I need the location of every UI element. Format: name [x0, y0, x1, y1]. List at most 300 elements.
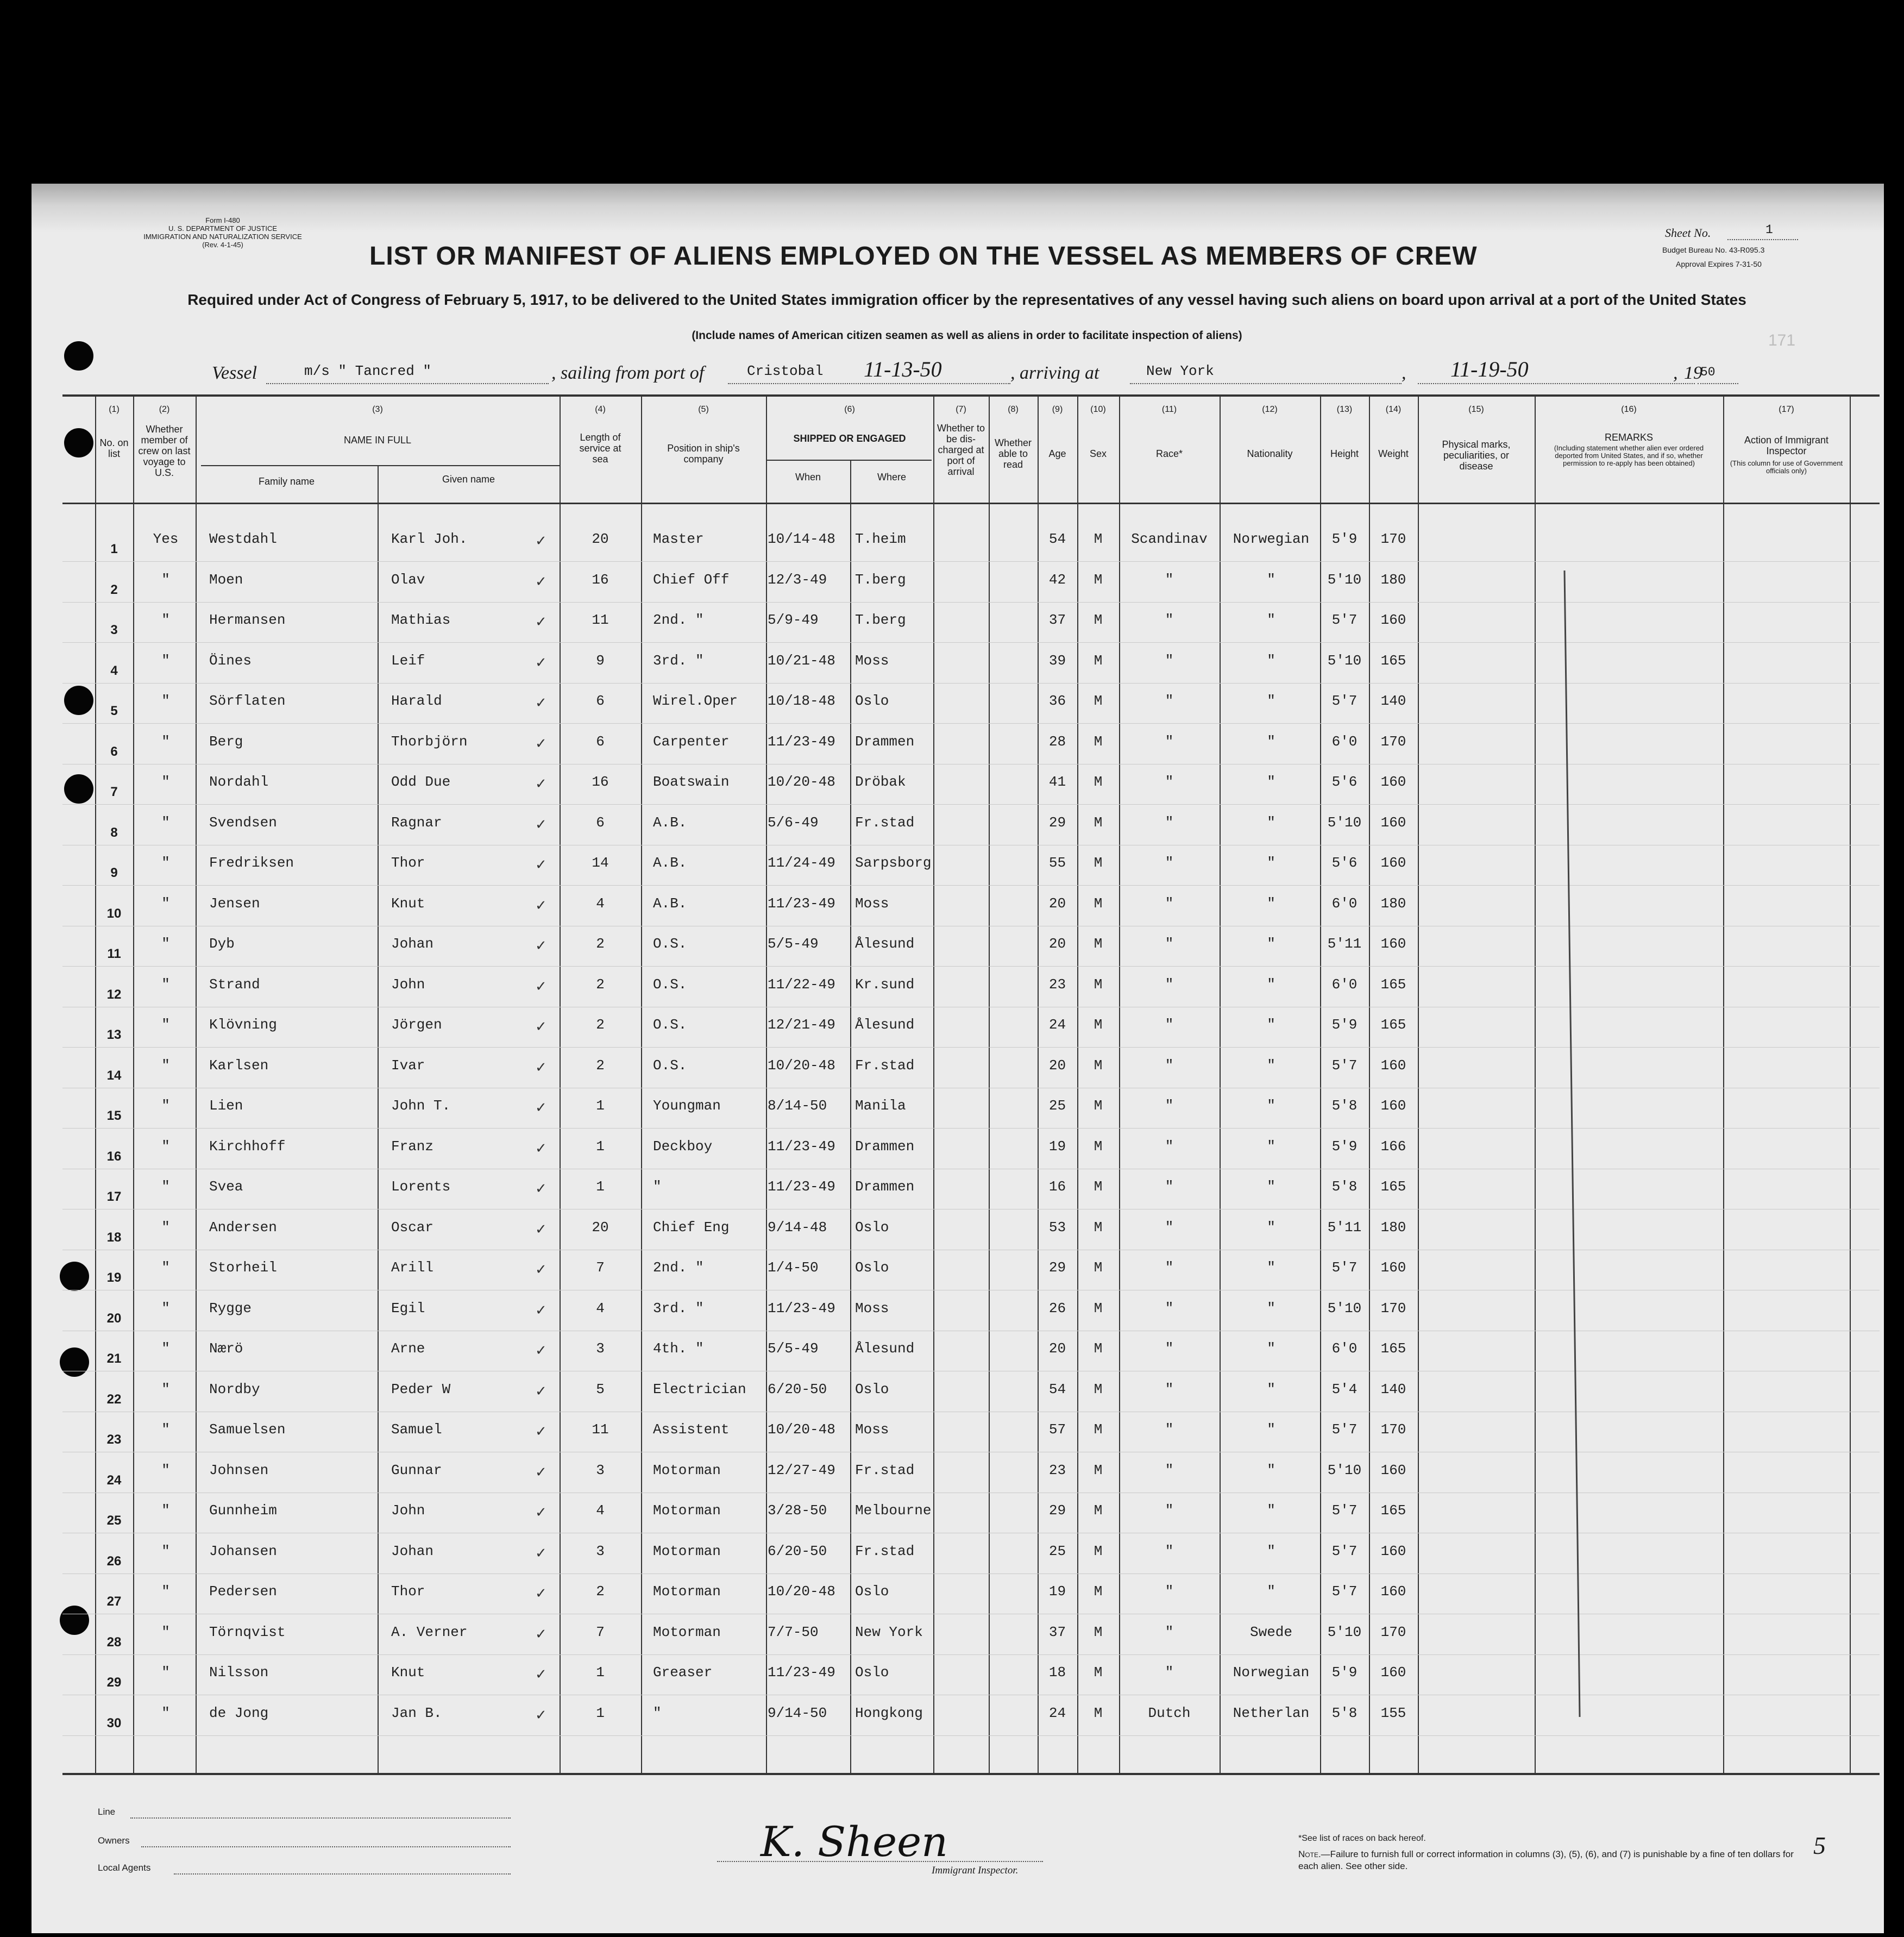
arriving-port: New York [1146, 363, 1214, 379]
cell-position: Assistent [653, 1421, 730, 1438]
cell-height: 5'10 [1327, 571, 1362, 588]
ruled-line [62, 561, 1880, 562]
cell-service: 3 [596, 1543, 605, 1559]
cell-service: 11 [592, 1421, 609, 1438]
cell-when: 10/20-48 [768, 1057, 835, 1074]
cell-given: Jan B. [391, 1704, 442, 1721]
cell-height: 5'10 [1327, 814, 1362, 831]
ruled-line [62, 1128, 1880, 1129]
cell-service: 4 [596, 895, 605, 912]
cell-height: 5'7 [1331, 612, 1358, 628]
cell-height: 5'4 [1331, 1381, 1358, 1397]
cell-race: " [1165, 612, 1174, 628]
cell-nationality: " [1267, 1462, 1275, 1478]
cell-age: 39 [1048, 652, 1066, 669]
cell-sex: M [1094, 1057, 1103, 1074]
col13-header: Height [1330, 448, 1359, 459]
cell-position: Motorman [653, 1623, 721, 1640]
row-number: 16 [106, 1149, 122, 1164]
cell-race: " [1165, 1543, 1174, 1559]
cell-weight: 160 [1380, 1543, 1406, 1559]
cell-where: T.berg [855, 612, 906, 628]
col11-number: (11) [1161, 405, 1177, 414]
col-divider [1038, 396, 1039, 1774]
cell-weight: 160 [1380, 936, 1406, 952]
cell-sex: M [1094, 1543, 1103, 1559]
cell-weight: 170 [1380, 531, 1406, 547]
cell-family: Westdahl [209, 531, 277, 547]
cell-sex: M [1094, 733, 1103, 750]
cell-when: 9/14-48 [768, 1219, 827, 1236]
cell-when: 11/23-49 [768, 1300, 835, 1317]
cell-service: 6 [596, 693, 605, 709]
cell-family: Samuelsen [209, 1421, 286, 1438]
cell-service: 1 [596, 1179, 605, 1195]
cell-prev: " [161, 895, 170, 912]
cell-age: 25 [1048, 1543, 1066, 1559]
check-mark-icon: ✓ [535, 1464, 547, 1481]
row-number: 24 [106, 1472, 122, 1488]
cell-prev: " [161, 612, 170, 628]
line-field [130, 1817, 511, 1819]
cell-height: 5'7 [1331, 693, 1358, 709]
cell-height: 5'10 [1327, 1623, 1362, 1640]
ruled-line [62, 1735, 1880, 1736]
cell-sex: M [1094, 1502, 1103, 1519]
cell-weight: 160 [1380, 1057, 1406, 1074]
cell-age: 36 [1048, 693, 1066, 709]
col-divider [1220, 396, 1221, 1774]
cell-position: O.S. [653, 936, 687, 952]
cell-sex: M [1094, 855, 1103, 871]
page-mark: 5 [1813, 1832, 1826, 1859]
cell-position: Youngman [653, 1098, 721, 1114]
col7-header: Whether to be dis-charged at port of arrival [937, 423, 985, 477]
cell-when: 12/3-49 [768, 571, 827, 588]
cell-when: 10/21-48 [768, 652, 835, 669]
col-divider [1723, 396, 1724, 1774]
cell-where: Moss [855, 1421, 889, 1438]
cell-service: 2 [596, 1057, 605, 1074]
cell-nationality: " [1267, 693, 1275, 709]
cell-age: 23 [1048, 976, 1066, 993]
col16-header: REMARKS [1604, 432, 1653, 443]
cell-given: Lorents [391, 1179, 451, 1195]
cell-given: Olav [391, 571, 425, 588]
page-title: LIST OR MANIFEST OF ALIENS EMPLOYED ON THE VESSEL AS MEMBERS OF CREW [369, 242, 1478, 271]
arrival-date-line [1418, 383, 1695, 384]
row-number: 17 [106, 1189, 122, 1204]
cell-race: " [1165, 774, 1174, 790]
cell-position: A.B. [653, 814, 687, 831]
col3a-header: Family name [258, 476, 315, 487]
col15-number: (15) [1468, 405, 1484, 414]
col-divider [1850, 396, 1851, 1774]
cell-weight: 170 [1380, 1623, 1406, 1640]
cell-given: Jörgen [391, 1017, 442, 1033]
cell-nationality: " [1267, 895, 1275, 912]
ruled-line [62, 642, 1880, 643]
cell-height: 6'0 [1331, 1340, 1358, 1357]
cell-given: John T. [391, 1098, 451, 1114]
cell-age: 42 [1048, 571, 1066, 588]
cell-race: " [1165, 1502, 1174, 1519]
cell-nationality: " [1267, 652, 1275, 669]
cell-prev: " [161, 1057, 170, 1074]
cell-sex: M [1094, 652, 1103, 669]
cell-nationality: " [1267, 1057, 1275, 1074]
check-mark-icon: ✓ [535, 1505, 547, 1521]
cell-family: Törnqvist [209, 1623, 286, 1640]
cell-when: 8/14-50 [768, 1098, 827, 1114]
check-mark-icon: ✓ [535, 1302, 547, 1319]
cell-nationality: " [1267, 733, 1275, 750]
check-mark-icon: ✓ [535, 654, 547, 671]
cell-when: 6/20-50 [768, 1543, 827, 1559]
cell-family: Gunnheim [209, 1502, 277, 1519]
cell-position: Wirel.Oper [653, 693, 738, 709]
row-number: 14 [106, 1068, 122, 1083]
cell-service: 1 [596, 1704, 605, 1721]
cell-race: " [1165, 1381, 1174, 1397]
cell-given: Knut [391, 1664, 425, 1681]
cell-service: 2 [596, 976, 605, 993]
cell-service: 4 [596, 1502, 605, 1519]
cell-age: 55 [1048, 855, 1066, 871]
corner-number: 171 [1768, 331, 1796, 349]
cell-sex: M [1094, 1340, 1103, 1357]
cell-race: " [1165, 1300, 1174, 1317]
cell-given: Arne [391, 1340, 425, 1357]
cell-nationality: " [1267, 814, 1275, 831]
cell-height: 5'7 [1331, 1259, 1358, 1276]
cell-position: 4th. " [653, 1340, 704, 1357]
cell-service: 3 [596, 1340, 605, 1357]
row-number: 22 [106, 1391, 122, 1407]
cell-when: 11/23-49 [768, 1664, 835, 1681]
col-divider [1077, 396, 1078, 1774]
col16-number: (16) [1621, 405, 1637, 414]
cell-service: 9 [596, 652, 605, 669]
cell-when: 5/5-49 [768, 1340, 819, 1357]
row-number: 27 [106, 1594, 122, 1609]
cell-family: Johansen [209, 1543, 277, 1559]
owners-field [141, 1846, 511, 1847]
cell-family: Karlsen [209, 1057, 269, 1074]
punch-hole [60, 1606, 89, 1635]
cell-nationality: " [1267, 1300, 1275, 1317]
cell-weight: 160 [1380, 855, 1406, 871]
local-agents-field [174, 1873, 511, 1875]
cell-nationality: " [1267, 1179, 1275, 1195]
cell-race: " [1165, 1623, 1174, 1640]
row-number: 13 [106, 1027, 122, 1042]
cell-position: O.S. [653, 1057, 687, 1074]
cell-service: 20 [592, 531, 609, 547]
cell-family: Berg [209, 733, 243, 750]
sheet-no-label: Sheet No. [1665, 226, 1711, 240]
cell-given: Mathias [391, 612, 451, 628]
inspector-signature: K. Sheen [761, 1817, 948, 1866]
cell-sex: M [1094, 1664, 1103, 1681]
cell-position: Motorman [653, 1502, 721, 1519]
cell-sex: M [1094, 1300, 1103, 1317]
cell-position: Motorman [653, 1462, 721, 1478]
col-divider [560, 396, 561, 1774]
check-mark-icon: ✓ [535, 735, 547, 752]
cell-prev: " [161, 1381, 170, 1397]
cell-weight: 165 [1380, 652, 1406, 669]
cell-age: 24 [1048, 1704, 1066, 1721]
cell-race: " [1165, 1179, 1174, 1195]
cell-given: Samuel [391, 1421, 442, 1438]
row-number: 18 [106, 1230, 122, 1245]
cell-age: 20 [1048, 1057, 1066, 1074]
cell-family: Dyb [209, 936, 235, 952]
col7-number: (7) [956, 405, 966, 414]
cell-height: 5'7 [1331, 1502, 1358, 1519]
cell-nationality: " [1267, 1340, 1275, 1357]
cell-where: Drammen [855, 733, 915, 750]
col17-subheader: (This column for use of Government officials only) [1730, 459, 1843, 475]
cell-age: 53 [1048, 1219, 1066, 1236]
cell-family: Svea [209, 1179, 243, 1195]
col-divider [1369, 396, 1370, 1774]
service-name: IMMIGRATION AND NATURALIZATION SERVICE [143, 233, 302, 241]
cell-height: 5'7 [1331, 1421, 1358, 1438]
cell-weight: 180 [1380, 1219, 1406, 1236]
cell-prev: " [161, 1017, 170, 1033]
cell-age: 29 [1048, 1259, 1066, 1276]
ruled-line [62, 602, 1880, 603]
cell-nationality: " [1267, 1543, 1275, 1559]
cell-when: 11/23-49 [768, 733, 835, 750]
cell-weight: 166 [1380, 1138, 1406, 1155]
cell-service: 11 [592, 612, 609, 628]
cell-weight: 165 [1380, 976, 1406, 993]
cell-position: O.S. [653, 976, 687, 993]
ruled-line [62, 683, 1880, 684]
cell-weight: 160 [1380, 1583, 1406, 1600]
name-subheader-line [201, 465, 560, 466]
cell-sex: M [1094, 1583, 1103, 1600]
cell-age: 25 [1048, 1098, 1066, 1114]
cell-nationality: " [1267, 1098, 1275, 1114]
cell-sex: M [1094, 571, 1103, 588]
cell-where: Ålesund [855, 1340, 915, 1357]
cell-when: 10/20-48 [768, 1421, 835, 1438]
cell-race: Dutch [1148, 1704, 1191, 1721]
cell-prev: " [161, 1462, 170, 1478]
cell-prev: " [161, 936, 170, 952]
row-number: 29 [106, 1675, 122, 1690]
cell-sex: M [1094, 895, 1103, 912]
cell-height: 6'0 [1331, 895, 1358, 912]
cell-prev: " [161, 1502, 170, 1519]
cell-nationality: " [1267, 1583, 1275, 1600]
cell-where: T.berg [855, 571, 906, 588]
col5-number: (5) [698, 405, 709, 414]
check-mark-icon: ✓ [535, 1100, 547, 1116]
cell-prev: " [161, 693, 170, 709]
cell-nationality: " [1267, 1502, 1275, 1519]
cell-position: A.B. [653, 895, 687, 912]
ruled-line [62, 885, 1880, 886]
cell-height: 5'6 [1331, 855, 1358, 871]
cell-age: 29 [1048, 1502, 1066, 1519]
cell-where: Moss [855, 895, 889, 912]
approval-expiry: Approval Expires 7-31-50 [1676, 260, 1762, 268]
cell-service: 1 [596, 1098, 605, 1114]
cell-prev: " [161, 1583, 170, 1600]
cell-sex: M [1094, 1623, 1103, 1640]
cell-race: " [1165, 693, 1174, 709]
cell-service: 2 [596, 1583, 605, 1600]
cell-given: Ragnar [391, 814, 442, 831]
cell-when: 5/5-49 [768, 936, 819, 952]
col6a-header: When [795, 472, 821, 482]
cell-height: 5'9 [1331, 1138, 1358, 1155]
cell-nationality: " [1267, 1138, 1275, 1155]
cell-weight: 165 [1380, 1179, 1406, 1195]
budget-bureau: Budget Bureau No. 43-R095.3 [1662, 246, 1765, 254]
cell-when: 11/23-49 [768, 895, 835, 912]
department: U. S. DEPARTMENT OF JUSTICE [168, 224, 278, 233]
note-label: Note. [1298, 1849, 1321, 1859]
cell-race: " [1165, 1017, 1174, 1033]
check-mark-icon: ✓ [535, 857, 547, 873]
cell-service: 1 [596, 1664, 605, 1681]
cell-when: 11/22-49 [768, 976, 835, 993]
col12-header: Nationality [1247, 448, 1293, 459]
comma-separator: , [1402, 363, 1406, 383]
cell-where: Fr.stad [855, 814, 915, 831]
cell-race: " [1165, 571, 1174, 588]
check-mark-icon: ✓ [535, 816, 547, 833]
col-divider [933, 396, 934, 1774]
cell-prev: " [161, 1704, 170, 1721]
cell-family: Lien [209, 1098, 243, 1114]
sailing-date: 11-13-50 [864, 357, 942, 381]
cell-where: Oslo [855, 693, 889, 709]
cell-family: de Jong [209, 1704, 269, 1721]
cell-prev: " [161, 1543, 170, 1559]
cell-where: Kr.sund [855, 976, 915, 993]
check-mark-icon: ✓ [535, 776, 547, 792]
arriving-label: , arriving at [1010, 363, 1099, 383]
cell-service: 7 [596, 1259, 605, 1276]
col15-header: Physical marks, peculiarities, or disease [1442, 439, 1511, 472]
races-note: *See list of races on back hereof. [1298, 1834, 1426, 1843]
vessel-name: m/s " Tancred " [304, 363, 432, 379]
cell-height: 6'0 [1331, 976, 1358, 993]
check-mark-icon: ✓ [535, 614, 547, 630]
cell-family: Klövning [209, 1017, 277, 1033]
cell-where: Oslo [855, 1583, 889, 1600]
cell-given: Oscar [391, 1219, 434, 1236]
cell-prev: " [161, 1219, 170, 1236]
local-agents-label: Local Agents [98, 1863, 151, 1873]
cell-prev: " [161, 1138, 170, 1155]
cell-weight: 170 [1380, 733, 1406, 750]
cell-position: 2nd. " [653, 1259, 704, 1276]
col2-header: Whether member of crew on last voyage to U.S. [138, 424, 191, 478]
cell-age: 24 [1048, 1017, 1066, 1033]
cell-sex: M [1094, 1017, 1103, 1033]
cell-family: Rygge [209, 1300, 252, 1317]
row-number: 23 [106, 1432, 122, 1447]
cell-given: Thor [391, 1583, 425, 1600]
cell-position: Boatswain [653, 774, 730, 790]
row-number: 26 [106, 1553, 122, 1569]
check-mark-icon: ✓ [535, 695, 547, 711]
check-mark-icon: ✓ [535, 1666, 547, 1683]
cell-age: 54 [1048, 1381, 1066, 1397]
cell-where: Drammen [855, 1179, 915, 1195]
col1-number: (1) [109, 405, 120, 414]
cell-given: Egil [391, 1300, 425, 1317]
row-number: 20 [106, 1311, 122, 1326]
row-number: 6 [110, 744, 118, 759]
cell-service: 1 [596, 1138, 605, 1155]
check-mark-icon: ✓ [535, 1059, 547, 1076]
cell-where: Dröbak [855, 774, 906, 790]
cell-sex: M [1094, 1259, 1103, 1276]
cell-when: 10/20-48 [768, 1583, 835, 1600]
cell-given: John [391, 1502, 425, 1519]
cell-where: Ålesund [855, 936, 915, 952]
punch-hole [64, 428, 93, 457]
cell-race: " [1165, 652, 1174, 669]
cell-age: 20 [1048, 936, 1066, 952]
cell-given: Leif [391, 652, 425, 669]
cell-race: " [1165, 1421, 1174, 1438]
row-number: 11 [107, 946, 121, 961]
cell-weight: 140 [1380, 1381, 1406, 1397]
sailing-label: , sailing from port of [551, 363, 705, 383]
cell-where: Oslo [855, 1381, 889, 1397]
row-number: 9 [110, 866, 118, 880]
cell-height: 5'7 [1331, 1057, 1358, 1074]
cell-given: A. Verner [391, 1623, 468, 1640]
cell-prev: " [161, 1098, 170, 1114]
cell-service: 6 [596, 814, 605, 831]
col3b-header: Given name [442, 474, 495, 485]
col-divider [850, 461, 851, 1774]
col3-number: (3) [372, 405, 383, 414]
col1-header: No. on list [99, 437, 129, 459]
cell-age: 20 [1048, 895, 1066, 912]
row-number: 2 [110, 582, 118, 597]
vessel-line [266, 383, 549, 384]
check-mark-icon: ✓ [535, 938, 547, 954]
check-mark-icon: ✓ [535, 1585, 547, 1602]
cell-nationality: " [1267, 571, 1275, 588]
cell-weight: 160 [1380, 1462, 1406, 1478]
cell-service: 3 [596, 1462, 605, 1478]
note-text: —Failure to furnish full or correct information in columns (3), (5), (6), and (7) is punishable by a fine of ten dollars for each alien. See other side. [1298, 1849, 1794, 1871]
cell-when: 10/20-48 [768, 774, 835, 790]
cell-when: 7/7-50 [768, 1623, 819, 1640]
cell-where: Melbourne [855, 1502, 932, 1519]
cell-sex: M [1094, 612, 1103, 628]
cell-prev: " [161, 774, 170, 790]
cell-family: Fredriksen [209, 855, 294, 871]
cell-position: Motorman [653, 1543, 721, 1559]
table-top-border [62, 394, 1880, 397]
cell-given: John [391, 976, 425, 993]
cell-position: Deckboy [653, 1138, 713, 1155]
